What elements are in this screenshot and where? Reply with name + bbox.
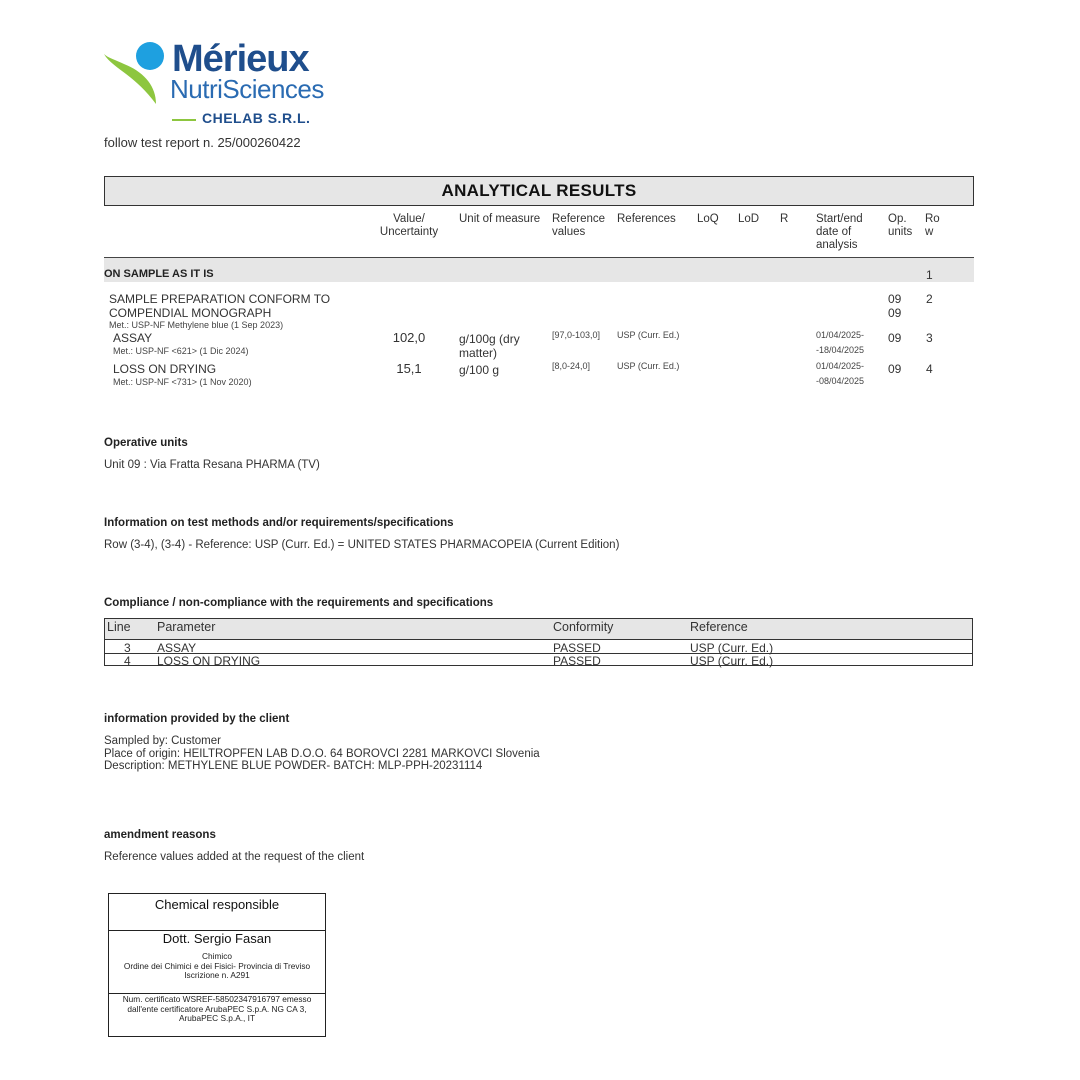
row3-number: 3 [926,331,933,345]
col-refvalues-line2: values [552,226,586,238]
col-unit-header: Unit of measure [459,213,541,225]
logo-line2: NutriSciences [170,74,324,104]
col-row-line1: Ro [925,213,940,225]
row4-date-start: 01/04/2025- [816,361,865,371]
row4-date-end: -08/04/2025 [816,376,865,386]
col-references-header: References [617,213,676,225]
row3-opunits: 09 [888,331,902,345]
row4-opunits: 09 [888,362,902,376]
row3-method: Met.: USP-NF <621> (1 Dic 2024) [113,346,249,356]
compliance-row1-parameter: ASSAY [157,641,197,655]
amendment-title: amendment reasons [104,829,216,841]
signature-certificate [109,995,325,1024]
compliance-row1-conformity: PASSED [553,641,601,655]
report-reference: follow test report n. 25/000260422 [104,135,301,150]
row2-op-line2: 09 [888,306,902,320]
logo-mark-icon [104,38,168,108]
col-dates-line2: date of [816,226,852,238]
logo-line1: Mérieux [172,38,309,80]
compliance-col-conformity: Conformity [553,620,614,634]
row2-name-line1: SAMPLE PREPARATION CONFORM TO [109,292,331,306]
compliance-row2-line: 4 [124,654,131,668]
row4-method: Met.: USP-NF <731> (1 Nov 2020) [113,377,252,387]
col-value-header [378,213,440,239]
compliance-row2-reference: USP (Curr. Ed.) [690,654,774,668]
row4-refvalues: [8,0-24,0] [552,361,591,371]
row3-name: ASSAY [113,331,153,345]
signature-order: Ordine dei Chimici e dei Fisici- Provincia di Treviso [123,960,311,971]
compliance-table [104,618,973,666]
analytical-results-title: ANALYTICAL RESULTS [104,176,974,206]
client-description: Description: METHYLENE BLUE POWDER- BATCH: MLP-PPH-20231114 [104,760,483,772]
row4-name: LOSS ON DRYING [113,362,217,376]
client-info-title: information provided by the client [104,713,290,725]
compliance-row2-parameter: LOSS ON DRYING [157,654,261,668]
row3-date-start: 01/04/2025- [816,330,865,340]
row2-number: 2 [926,292,933,306]
compliance-col-parameter: Parameter [157,620,216,634]
col-dates-header [816,213,863,252]
methods-info-title: Information on test methods and/or requirements/specifications [104,517,454,529]
row3-dates [816,328,864,358]
row3-unit-line2: matter) [459,346,498,360]
client-info-lines [104,735,540,773]
col-dates-line1: Start/end [816,213,863,225]
signature-name: Dott. Sergio Fasan [162,931,272,946]
signature-title: Chimico [202,951,232,961]
col-refvalues-header [552,213,605,239]
compliance-col-reference: Reference [690,620,748,634]
operative-units-text: Unit 09 : Via Fratta Resana PHARMA (TV) [104,459,320,471]
col-opunits-header [888,213,912,239]
row3-references: USP (Curr. Ed.) [617,330,680,340]
row2-name-line2: COMPENDIAL MONOGRAPH [109,306,272,320]
compliance-row2-conformity: PASSED [553,654,601,668]
operative-units-title: Operative units [104,437,188,449]
signature-cert-line1: Num. certificato WSREF-58502347916797 emesso [122,994,312,1004]
client-sampled-by: Sampled by: Customer [104,735,221,747]
col-value-line1: Value/ [393,213,425,225]
row2-name [109,292,330,320]
row3-date-end: -18/04/2025 [816,345,865,355]
row2-method: Met.: USP-NF Methylene blue (1 Sep 2023) [109,320,284,330]
col-lod-header: LoD [738,213,760,225]
col-row-header [925,213,940,239]
col-r-header: R [780,213,789,225]
row4-dates [816,359,864,389]
col-refvalues-line1: Reference [552,213,606,225]
col-loq-header: LoQ [697,213,719,225]
row2-op-line1: 09 [888,292,902,306]
col-opunits-line1: Op. [888,213,907,225]
col-value-line2: Uncertainty [379,226,439,238]
company-logo [104,38,334,130]
row2-opunits [888,292,901,320]
row3-unit [459,332,520,360]
section-row-number: 1 [926,268,933,282]
compliance-row1-reference: USP (Curr. Ed.) [690,641,774,655]
signature-registration: Iscrizione n. A291 [184,970,250,980]
compliance-table-header [105,619,972,640]
col-dates-line3: analysis [816,239,858,251]
col-opunits-line2: units [888,226,913,238]
methods-info-text: Row (3-4), (3-4) - Reference: USP (Curr. Ed.) = UNITED STATES PHARMACOPEIA (Current Edition) [104,539,620,551]
logo-accent-line [172,119,196,121]
compliance-row1-line: 3 [124,641,131,655]
signature-box [108,893,326,1037]
logo-line3: CHELAB S.R.L. [202,110,311,126]
signature-cert-line2: dall'ente certificatore ArubaPEC S.p.A. NG CA 3, [127,1003,307,1014]
row3-value: 102,0 [392,330,426,345]
signature-details [109,952,325,981]
signature-role: Chemical responsible [154,897,280,912]
row4-value: 15,1 [396,361,422,376]
col-row-line2: w [925,226,934,238]
row3-unit-line1: g/100g (dry [459,332,520,346]
section-band [104,258,974,282]
signature-cert-line3: ArubaPEC S.p.A., IT [178,1013,256,1023]
compliance-col-line: Line [107,620,131,634]
compliance-title: Compliance / non-compliance with the requirements and specifications [104,597,494,609]
row3-refvalues: [97,0-103,0] [552,330,601,340]
row4-unit: g/100 g [459,363,500,377]
row4-references: USP (Curr. Ed.) [617,361,680,371]
amendment-text: Reference values added at the request of the client [104,851,365,863]
client-origin: Place of origin: HEILTROPFEN LAB D.O.O. 64 BOROVCI 2281 MARKOVCI Slovenia [104,747,540,760]
section-label: ON SAMPLE AS IT IS [104,268,214,280]
row4-number: 4 [926,362,933,376]
